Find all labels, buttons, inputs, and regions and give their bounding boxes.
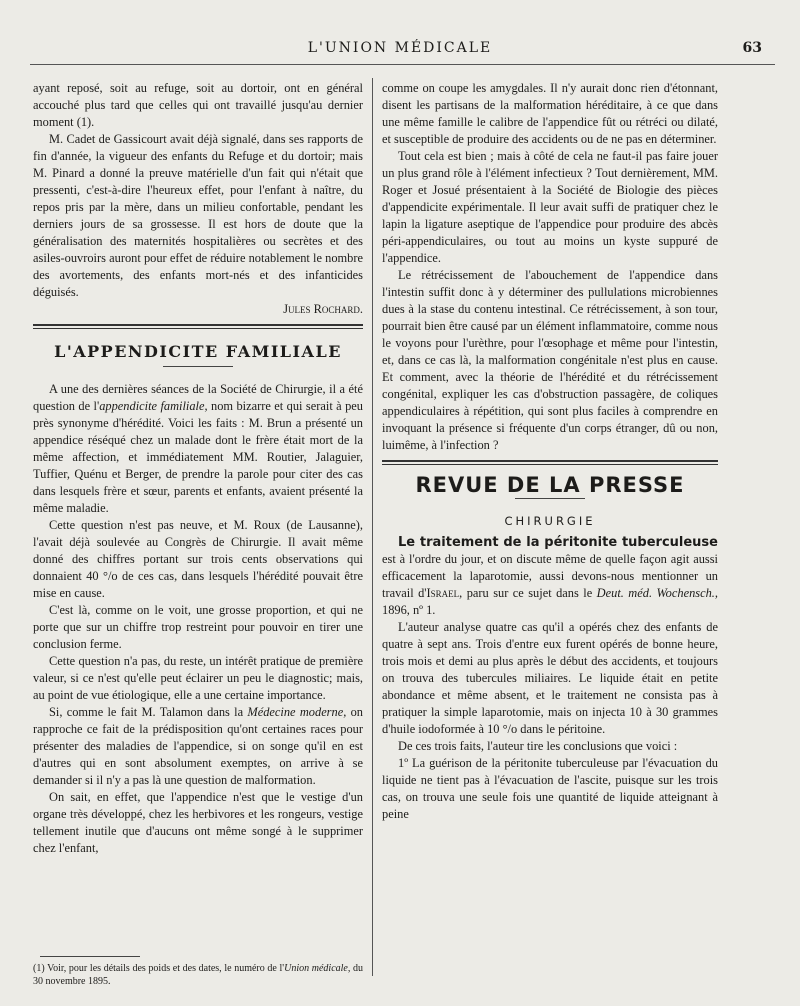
subsection-title: CHIRURGIE [504,514,596,528]
title-underline [515,498,585,499]
paragraph: Cette question n'a pas, du reste, un intérêt pratique de première valeur, si ce n'est qu'elle peut éclairer un peu le diagnostic; mais, au point de vue étiologique, elle a une certaine importance. [33,654,363,702]
left-column [33,80,363,857]
footnote: (1) Voir, pour les détails des poids et des dates, le numéro de l'Union médicale, du 30 novembre 1895. [33,963,364,987]
title-underline [163,366,233,367]
paragraph: Cette question n'est pas neuve, et M. Roux (de Lausanne), l'avait déjà soulevée au Congrès de Chirurgie. Il avait même donné des chiffres portant sur trois cents observations qui donnaient 40 °/o de ces cas, dans lesquels l'hérédité pouvait être mise en cause. [33,518,363,600]
paragraph: L'auteur analyse quatre cas qu'il a opérés chez des enfants de quatre à sept ans. Trois d'entre eux furent opérés de bonne heure, trois mois et demi au plus après le début des accidents, et toujours on trouva des tubercules miliaires. Le liquide était en petite abondance et même absent, et le traitement ne consista pas à pratiquer la simple laparotomie, mais on injecta 10 à 30 grammes d'huile iodoformée à 10 °/o dans le péritoine. [382,620,718,736]
paragraph: On sait, en effet, que l'appendice n'est que le vestige d'un organe très développé, chez les herbivores et les rongeurs, vestige tellement inutile que d'aucuns ont même songé à le supprimer chez l'enfant, [33,790,363,855]
section-divider [382,460,718,465]
paragraph: 1º La guérison de la péritonite tuberculeuse par l'évacuation du liquide ne tient pas à l'évacuation de l'ascite, puisque sur les trois cas, on trouva une seule fois une quantité de liquide atteignant à peine [382,756,718,821]
paragraph: M. Cadet de Gassicourt avait déjà signalé, dans ses rapports de fin d'année, la vigueur des enfants du Refuge et du dortoir; mais M. Pinard a donné la preuve matérielle d'un fait qui n'était que pressenti, c'est-à-dire l'heureux effet, pour l'enfant à naître, du repos pris par la mère, dans un milieu confortable, pendant les derniers jours de sa grossesse. Il est hors de doute que la généralisation des maternités hospitalières ou secrètes et des asiles-ouvroirs auront pour effet de réduire notablement le nombre des avortements, des enfants mort-nés et des infanticides déguisés. [33,132,363,299]
paragraph: A une des dernières séances de la Société de Chirurgie, il a été question de l'appendicite familiale, nom bizarre et qui serait à peu près synonyme d'hérédité. Voici les faits : M. Brun a présenté un appendice réséqué chez un malade dont le frère était mort de la même affection, et immédiatement MM. Routier, Jalaguier, Tuffier, Quénu et Berger, de prendre la parole pour citer des cas dans lesquels frère et sœur, parents et enfants, avaient présenté la même maladie. [33,382,363,515]
page-header [30,38,770,60]
author-signature: Jules Rochard. [283,302,363,316]
right-column [382,80,718,823]
footnote-rule [40,956,140,957]
paragraph: Si, comme le fait M. Talamon dans la Médecine moderne, on rapproche ce fait de la prédisposition qu'ont certaines races pour présenter des maladies de l'appendice, si on songe qu'il en est d'autres qui en sont absolument exemptes, on arrive à se demander si il n'y a pas là une question de malformation. [33,705,363,787]
paragraph: Le traitement de la péritonite tuberculeuse est à l'ordre du jour, et on discute même de quelle façon agit aussi efficacement la laparotomie, aussi devons-nous mentionner un travail d'Israel, paru sur ce sujet dans le Deut. méd. Wochensch., 1896, nº 1. [382,535,718,617]
section-title: L'APPENDICITE FAMILIALE [54,342,342,361]
journal-title: L'UNION MÉDICALE [307,40,493,56]
paragraph: comme on coupe les amygdales. Il n'y aurait donc rien d'étonnant, disent les partisans de la malformation héréditaire, à ce que dans une même famille le calibre de l'appendice fût ou rétréci ou dilaté, et susceptible de produire des accidents ou de ne pas en déterminer. [382,81,718,146]
paragraph: C'est là, comme on le voit, une grosse proportion, et qui ne porte que sur un chiffre trop restreint pour pouvoir en tirer une conclusion ferme. [33,603,363,651]
paragraph: Tout cela est bien ; mais à côté de cela ne faut-il pas faire jouer un plus grand rôle à l'élément infectieux ? Tout dernièrement, MM. Roger et Josué présentaient à la Société de Biologie des pièces d'appendicite expérimentale. Il leur avait suffi de pratiquer chez le lapin la ligature aseptique de l'appendice pour produire des abcès péri-appendiculaires, ou tout au moins un kyste suppuré de l'appendice. [382,149,718,265]
section-divider [33,324,363,329]
header-rule [30,64,775,65]
page-number: 63 [742,40,762,56]
paragraph: Le rétrécissement de l'abouchement de l'appendice dans l'intestin suffit donc à y déterminer des pullulations microbiennes dues à la stase du contenu intestinal. Ce rétrécissement, à son tour, pourrait bien être causé par un élément inflammatoire, comme nous le voyons pour l'urèthre, pour l'œsophage et même pour l'intestin, et, dans ce cas là, la malformation congénitale n'est plus en cause. Et comment, avec la théorie de l'hérédité et du rétrécissement congénital, expliquer les cas d'obstruction passagère, de coliques appendiculaires à répétition, qui sont plus faciles à comprendre en invoquant la présence si fréquente d'un corps étranger, dû ou non, luimême, à l'infection ? [382,268,718,452]
paragraph: ayant reposé, soit au refuge, soit au dortoir, ont en général accouché plus tard que celles qui ont travaillé jusqu'au dernier moment (1). [33,81,363,129]
paragraph: De ces trois faits, l'auteur tire les conclusions que voici : [398,739,678,753]
column-divider [372,78,373,976]
revue-title: REVUE DE LA PRESSE [415,473,685,497]
